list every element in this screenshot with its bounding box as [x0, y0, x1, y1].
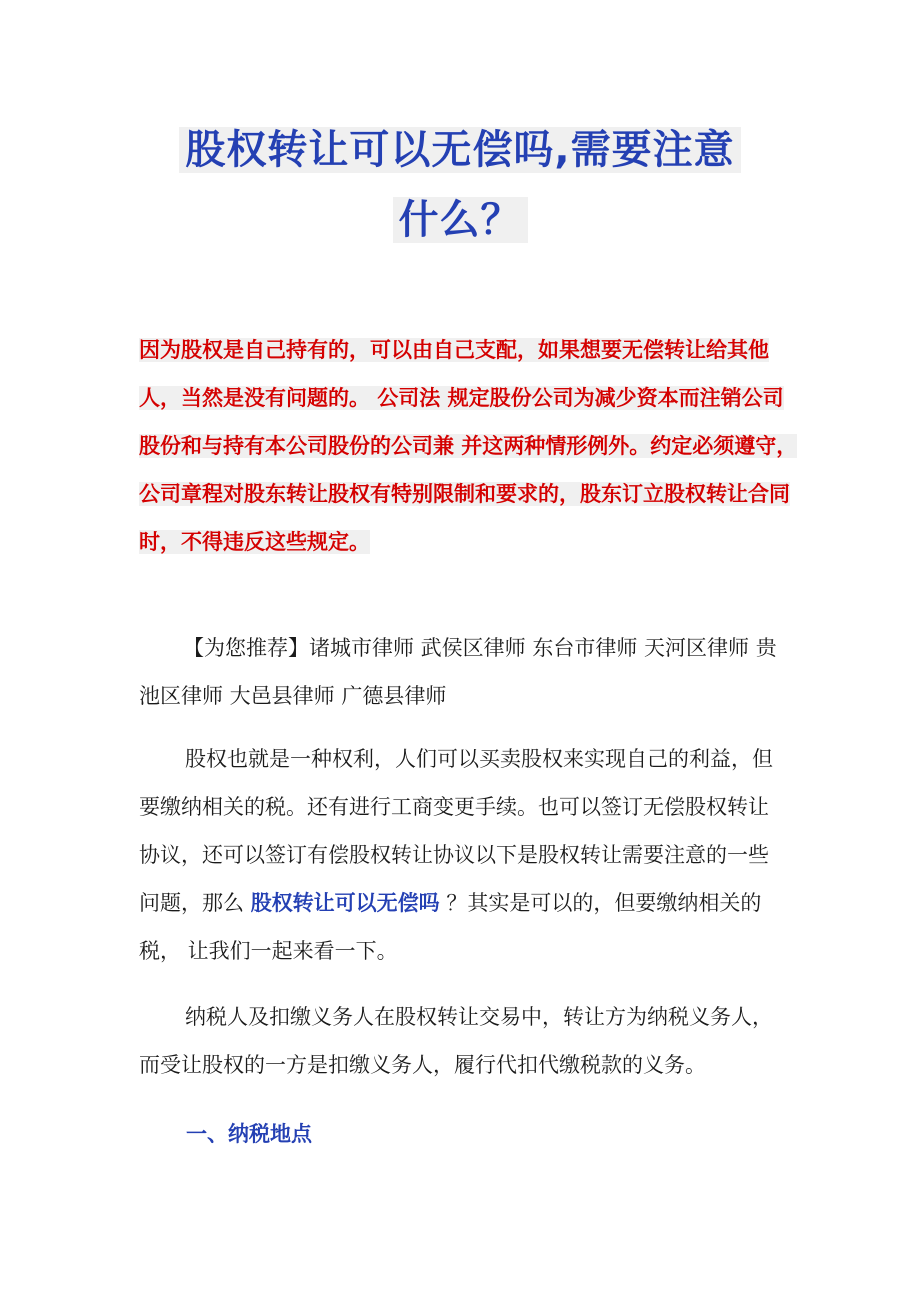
body-paragraph-1: [139, 735, 789, 975]
recommend-paragraph: 【为您推荐】诸城市律师 武侯区律师 东台市律师 天河区律师 贵池区律师 大邑县律师 广德县律师: [139, 636, 777, 708]
intro-paragraph: [139, 326, 799, 566]
title-line-2: [0, 190, 920, 250]
article-link[interactable]: 股权转让可以无偿吗: [250, 891, 440, 915]
title-text-2: 什么？: [393, 197, 528, 243]
intro-text: 因为股权是自己持有的，可以由自己支配，如果想要无偿转让给其他人，当然是没有问题的。 公司法 规定股份公司为减少资本而注销公司股份和与持有本公司股份的公司兼 并这两种情形例外。约定必须遵守，公司章程对股东转让股权有特别限制和要求的，股东订立股权转让合同时，不得违反这些规定。: [139, 338, 798, 554]
title-line-1: [0, 120, 920, 180]
title-text-1: 股权转让可以无偿吗,需要注意: [179, 127, 740, 173]
body-paragraph-2: 纳税人及扣缴义务人在股权转让交易中，转让方为纳税义务人，而受让股权的一方是扣缴义务人，履行代扣代缴税款的义务。: [139, 1005, 773, 1077]
paragraph-1-after: ？其实是可以的，但要缴纳相关的税， 让我们一起来看一下。: [139, 891, 762, 963]
section-heading-1: 一、纳税地点: [186, 1122, 312, 1146]
paragraph-1-before: 股权也就是一种权利，人们可以买卖股权来实现自己的利益，但要缴纳相关的税。还有进行工商变更手续。也可以签订无偿股权转让协议，还可以签订有偿股权转让协议以下是股权转让需要注意的一些问题，那么: [139, 747, 773, 915]
